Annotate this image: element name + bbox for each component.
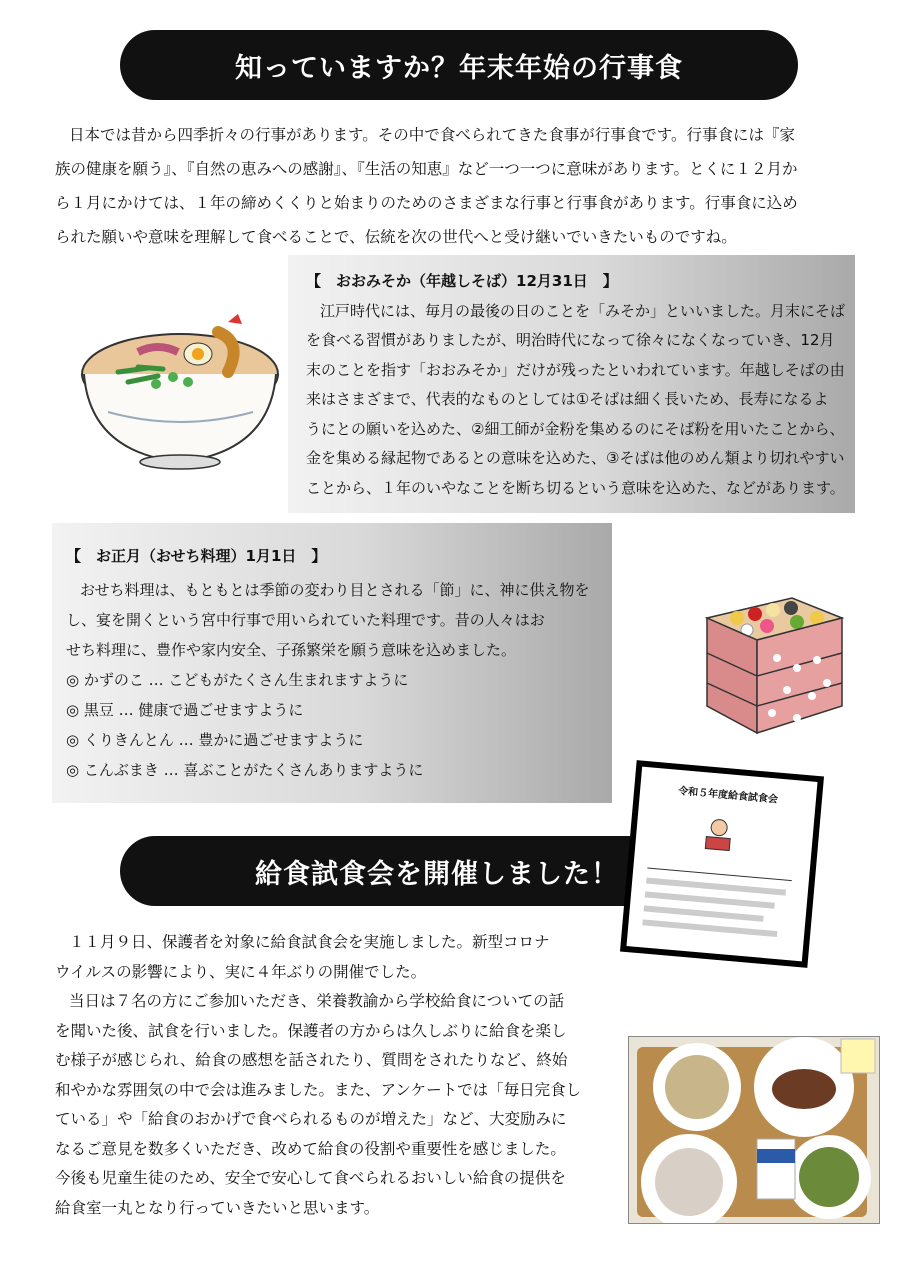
toshikoshi-soba-illustration: [78, 312, 283, 470]
event-line: を聞いた後、試食を行いました。保護者の方からは久しぶりに給食を楽し: [55, 1021, 567, 1040]
section-title: 知っていますか？年末年始の行事食: [235, 52, 683, 84]
event-line: 和やかな雰囲気の中で会は進みました。また、アンケートでは「毎日完食し: [55, 1080, 582, 1099]
event-line: なるご意見を数多くいただき、改めて給食の役割や重要性を感じました。: [55, 1139, 566, 1158]
osechi-item: ◎ くりきんとん … 豊かに過ごせますように: [66, 731, 364, 749]
intro-line: 日本では昔から四季折々の行事があります。その中で食べられてきた食事が行事食です。行事食には『家: [69, 126, 796, 144]
omisoka-line: を食べる習慣がありましたが、明治時代になって徐々になくなっていき、12月: [306, 331, 835, 349]
school-lunch-photo: [628, 1036, 880, 1224]
tasting-event-pamphlet: [620, 760, 824, 968]
section-title: 給食試食会を開催しました！: [255, 858, 619, 890]
osechi-item: ◎ こんぶまき … 喜ぶことがたくさんありますように: [66, 761, 424, 779]
shogatsu-line: し、宴を開くという宮中行事で用いられていた料理です。昔の人々はお: [66, 611, 545, 629]
osechi-item: ◎ 黒豆 … 健康で過ごせますように: [66, 701, 304, 719]
omisoka-heading: 【 おおみそか（年越しそば）12月31日 】: [306, 272, 618, 290]
event-line: １１月９日、保護者を対象に給食試食会を実施しました。新型コロナ: [69, 933, 550, 951]
event-line: 給食室一丸となり行っていきたいと思います。: [55, 1198, 380, 1217]
intro-line: 族の健康を願う』、『自然の恵みへの感謝』、『生活の知恵』など一つ一つに意味があります。とくに１２月か: [55, 160, 798, 178]
shogatsu-heading: 【 お正月（おせち料理）1月1日 】: [66, 547, 327, 565]
omisoka-line: 江戸時代には、毎月の最後の日のことを「みそか」といいました。月末にそば: [320, 301, 846, 320]
shogatsu-line: おせち料理は、もともとは季節の変わり目とされる「節」に、神に供え物を: [80, 581, 590, 599]
omisoka-line: ことから、１年のいやなことを断ち切るという意味を込めた、などがあります。: [306, 478, 845, 497]
omisoka-panel: [288, 255, 855, 513]
intro-line: られた願いや意味を理解して食べることで、伝統を次の世代へと受け継いでいきたいものですね。: [55, 228, 737, 246]
omisoka-line: うにとの願いを込めた、②細工師が金粉を集めるのにそば粉を用いたことから、: [306, 419, 845, 438]
omisoka-line: 金を集める縁起物であるとの意味を込めた、③そばは他のめん類より切れやすい: [306, 449, 845, 467]
omisoka-line: 末のことを指す「おおみそか」だけが残ったといわれています。年越しそばの由: [306, 360, 845, 379]
omisoka-line: 来はさまざまで、代表的なものとしては①そばは細く長いため、長寿になるよ: [306, 390, 829, 408]
osechi-box-illustration: [697, 578, 847, 738]
pamphlet-title: 令和５年度給食試食会: [677, 785, 779, 806]
event-line: ている」や「給食のおかげで食べられるものが増えた」など、大変励みに: [55, 1110, 567, 1128]
osechi-item: ◎ かずのこ … こどもがたくさん生まれますように: [66, 671, 409, 689]
intro-line: ら１月にかけては、１年の締めくくりと始まりのためのさまざまな行事と行事食があります。行事食に込め: [55, 194, 798, 212]
event-line: む様子が感じられ、給食の感想を話されたり、質問をされたりなど、終始: [55, 1051, 568, 1069]
event-line: ウイルスの影響により、実に４年ぶりの開催でした。: [55, 962, 427, 981]
event-line: 当日は７名の方にご参加いただき、栄養教諭から学校給食についての話: [69, 992, 565, 1010]
tasting-event-paragraph: [55, 928, 615, 1223]
shogatsu-line: せち料理に、豊作や家内安全、子孫繁栄を願う意味を込めました。: [66, 641, 517, 659]
child-eating-icon: [697, 816, 740, 855]
section-title-banner: [120, 30, 798, 100]
event-line: 今後も児童生徒のため、安全で安心して食べられるおいしい給食の提供を: [55, 1169, 566, 1187]
intro-paragraph: [55, 118, 855, 254]
shogatsu-panel: [52, 523, 612, 803]
